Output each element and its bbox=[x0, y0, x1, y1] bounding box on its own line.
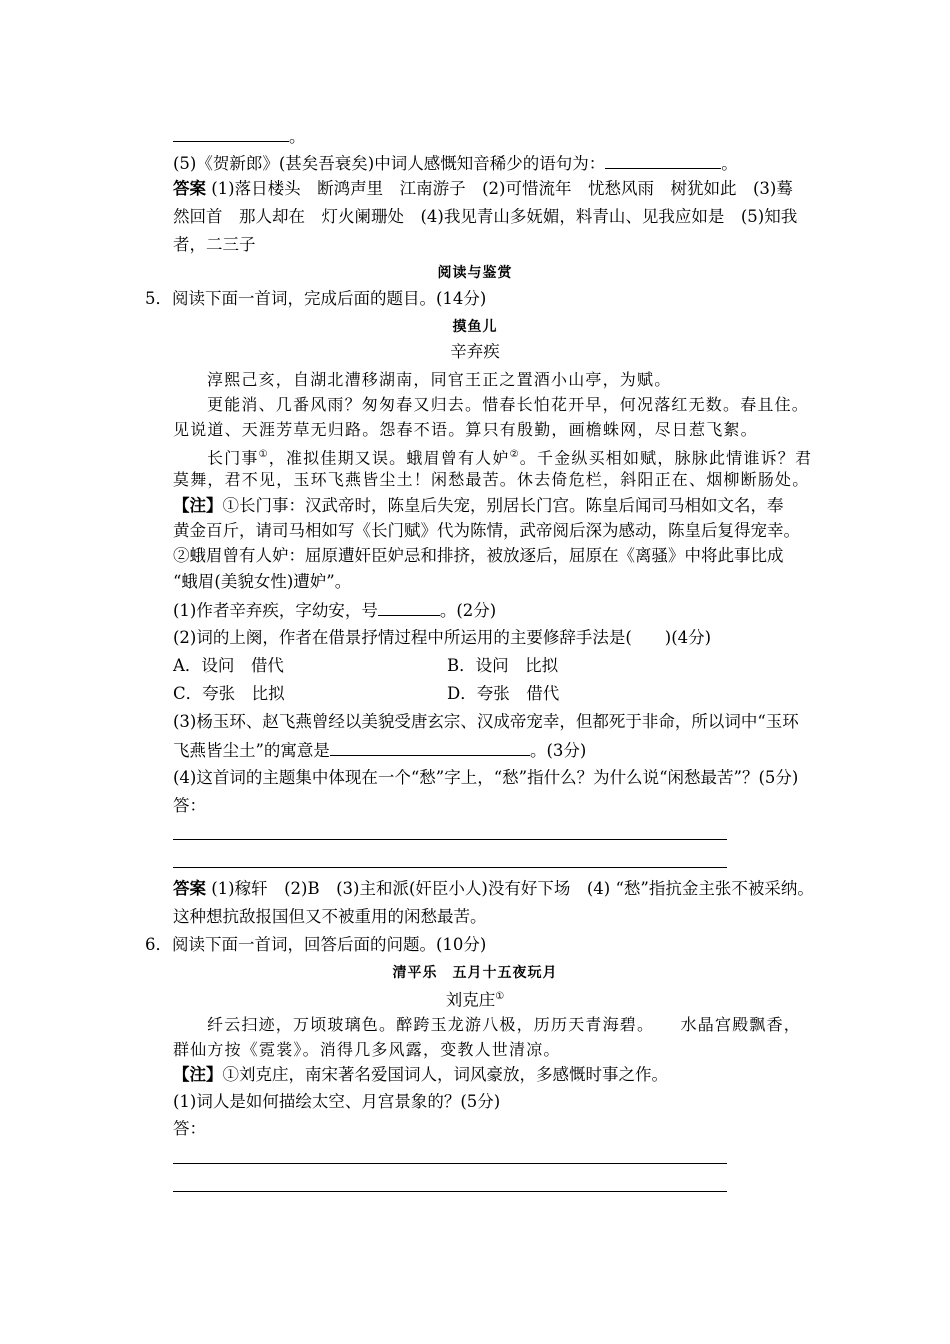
q6-heading: 6．阅读下面一首词，回答后面的问题。(10分) bbox=[145, 935, 487, 954]
option-d: D．夸张 借代 bbox=[447, 684, 560, 703]
answer-label: 答案 bbox=[173, 179, 206, 198]
q5-note-line3: ②蛾眉曾有人妒：屈原遭奸臣妒忌和排挤，被放逐后，屈原在《离骚》中将此事比成 bbox=[173, 546, 784, 565]
note-label: 【注】 bbox=[173, 1065, 223, 1084]
q5-preface: 淳熙己亥，自湖北漕移湖南，同官王正之置酒小山亭，为赋。 bbox=[207, 370, 672, 389]
period: 。 bbox=[289, 127, 306, 146]
q5-answer-line1 bbox=[173, 878, 814, 900]
q5-author: 辛弃疾 bbox=[450, 342, 500, 361]
answer-text: (1)稼轩 (2)B (3)主和派(奸臣小人)没有好下场 (4) “愁”指抗金主张不被采纳。 bbox=[211, 879, 814, 898]
q5-heading: 5．阅读下面一首词，完成后面的题目。(14分) bbox=[145, 289, 487, 308]
answer-block-1-line3: 者，二三子 bbox=[173, 235, 256, 254]
fill-line-continuation bbox=[173, 125, 306, 148]
q6-author bbox=[0, 986, 950, 1012]
sub3-text: 飞燕皆尘土”的寓意是 bbox=[173, 741, 330, 760]
q5-sub3-line2 bbox=[173, 739, 586, 762]
answer-block-1-line1 bbox=[173, 178, 793, 200]
q5-note-line4: “蛾眉(美貌女性)遭妒”。 bbox=[173, 572, 352, 591]
q5-poem-title: 摸鱼儿 bbox=[452, 319, 498, 335]
item5-period: 。 bbox=[721, 154, 738, 173]
item5-text: (5)《贺新郎》(甚矣吾衰矣)中词人感慨知音稀少的语句为： bbox=[173, 154, 606, 173]
footnote-marker: ① bbox=[258, 449, 269, 460]
sub1-text: (1)作者辛弃疾，字幼安，号 bbox=[173, 601, 378, 620]
option-c: C．夸张 比拟 bbox=[173, 684, 285, 703]
blank-underline bbox=[605, 152, 721, 169]
answer-line bbox=[173, 1163, 727, 1164]
q6-poem-line1: 纤云扫迹，万顷玻璃色。醉跨玉龙游八极，历历天青海碧。 水晶宫殿飘香， bbox=[207, 1015, 802, 1034]
q5-sub1 bbox=[173, 599, 496, 622]
q6-poem-line2: 群仙方按《霓裳》。消得几多风露，变教人世清凉。 bbox=[173, 1040, 561, 1059]
q5-sub3-line1: (3)杨玉环、赵飞燕曾经以美貌受唐玄宗、汉成帝宠幸，但都死于非命，所以词中“玉环 bbox=[173, 712, 799, 731]
q5-sub4: (4)这首词的主题集中体现在一个“愁”字上，“愁”指什么？为什么说“闲愁最苦”？(5分) bbox=[173, 768, 799, 787]
option-a: A．设问 借代 bbox=[173, 656, 284, 675]
q5-stanza1-line2: 见说道、天涯芳草无归路。怨春不语。算只有殷勤，画檐蛛网，尽日惹飞絮。 bbox=[173, 420, 758, 439]
answer-line bbox=[173, 867, 727, 868]
q6-poem-title: 清平乐 五月十五夜玩月 bbox=[392, 965, 558, 981]
note-text: ①刘克庄，南宋著名爱国词人，词风豪放，多感慨时事之作。 bbox=[222, 1065, 668, 1084]
note-label: 【注】 bbox=[173, 496, 223, 515]
blank-underline bbox=[330, 739, 530, 756]
q5-sub2: (2)词的上阕，作者在借景抒情过程中所运用的主要修辞手法是( )(4分) bbox=[173, 628, 712, 647]
answer-line bbox=[173, 1191, 727, 1192]
poem-text: 。千金纵买相如赋，脉脉此情谁诉？君 bbox=[519, 448, 813, 468]
note-text: ①长门事：汉武帝时，陈皇后失宠，别居长门宫。陈皇后闻司马相如文名，奉 bbox=[222, 496, 784, 515]
sub3-score: 。(3分) bbox=[529, 741, 587, 760]
q5-stanza1-line1: 更能消、几番风雨？匆匆春又归去。惜春长怕花开早，何况落红无数。春且住。 bbox=[207, 395, 810, 414]
answer-block-1-line2: 然回首 那人却在 灯火阑珊处 (4)我见青山多妩媚，料青山、见我应如是 (5)知我 bbox=[173, 207, 798, 226]
answer-line bbox=[173, 839, 727, 840]
q5-note-line1 bbox=[173, 495, 784, 517]
blank-underline bbox=[173, 125, 289, 142]
q5-answer-prompt: 答： bbox=[173, 796, 206, 815]
q5-stanza2-line2: 莫舞，君不见，玉环飞燕皆尘土！闲愁最苦。休去倚危栏，斜阳正在、烟柳断肠处。 bbox=[173, 470, 810, 489]
blank-underline bbox=[378, 599, 440, 616]
q5-answer-line2: 这种想抗敌报国但又不被重用的闲愁最苦。 bbox=[173, 907, 487, 926]
q5-option-row-1 bbox=[173, 655, 284, 677]
q5-stanza2-line1 bbox=[207, 444, 812, 469]
section-title: 阅读与鉴赏 bbox=[437, 265, 513, 281]
answer-label: 答案 bbox=[173, 879, 206, 898]
sub1-score: 。(2分) bbox=[439, 601, 497, 620]
author-name: 刘克庄 bbox=[445, 990, 496, 1010]
q5-note-line2: 黄金百斤，请司马相如写《长门赋》代为陈情，武帝阅后深为感动，陈皇后复得宠幸。 bbox=[173, 521, 800, 540]
footnote-marker: ② bbox=[509, 449, 520, 460]
item5-fill-line bbox=[173, 152, 738, 175]
q6-answer-prompt: 答： bbox=[173, 1119, 206, 1138]
q6-note bbox=[173, 1064, 668, 1086]
poem-text: 长门事 bbox=[207, 448, 259, 468]
answer-text: (1)落日楼头 断鸿声里 江南游子 (2)可惜流年 忧愁风雨 树犹如此 (3)蓦 bbox=[211, 179, 793, 198]
poem-text: ，准拟佳期又误。蛾眉曾有人妒 bbox=[268, 448, 510, 468]
footnote-marker: ① bbox=[495, 991, 505, 1002]
option-b: B．设问 比拟 bbox=[447, 656, 559, 675]
q6-sub1: (1)词人是如何描绘太空、月宫景象的？(5分) bbox=[173, 1092, 501, 1111]
